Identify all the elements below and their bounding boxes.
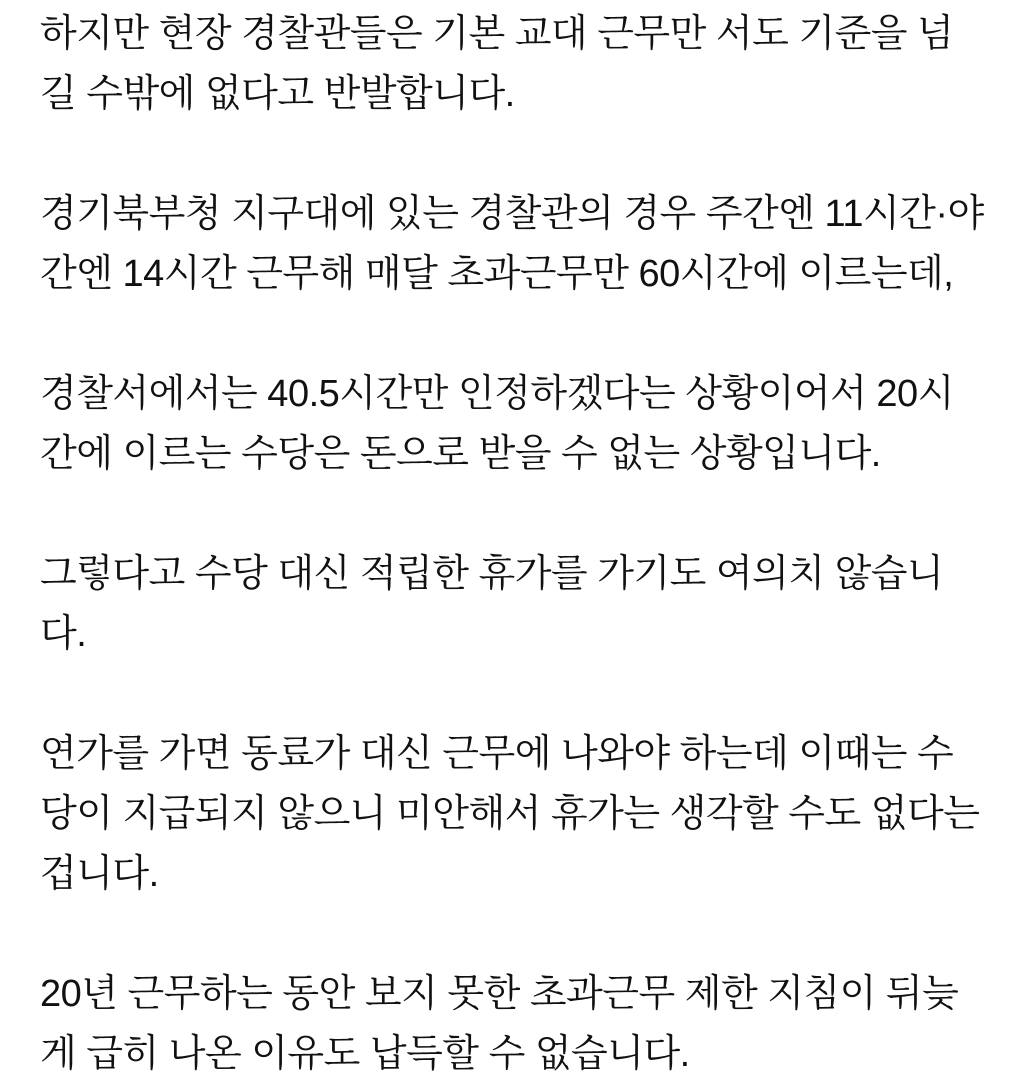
article-paragraph: 그렇다고 수당 대신 적립한 휴가를 가기도 여의치 않습니다. [40, 553, 944, 655]
article-paragraph: 경찰서에서는 40.5시간만 인정하겠다는 상황이어서 20시간에 이르는 수당은 돈으로 받을 수 없는 상황입니다. [40, 373, 954, 475]
article-paragraph: 하지만 현장 경찰관들은 기본 교대 근무만 서도 기준을 넘길 수밖에 없다고 반발합니다. [40, 13, 954, 115]
article-paragraph: 연가를 가면 동료가 대신 근무에 나와야 하는데 이때는 수당이 지급되지 않으니 미안해서 휴가는 생각할 수도 없다는 겁니다. [40, 733, 980, 895]
article-paragraph: 경기북부청 지구대에 있는 경찰관의 경우 주간엔 11시간·야간엔 14시간 근무해 매달 초과근무만 60시간에 이르는데, [40, 193, 984, 295]
article-paragraph: 20년 근무하는 동안 보지 못한 초과근무 제한 지침이 뒤늦게 급히 나온 이유도 납득할 수 없습니다. [40, 973, 959, 1075]
